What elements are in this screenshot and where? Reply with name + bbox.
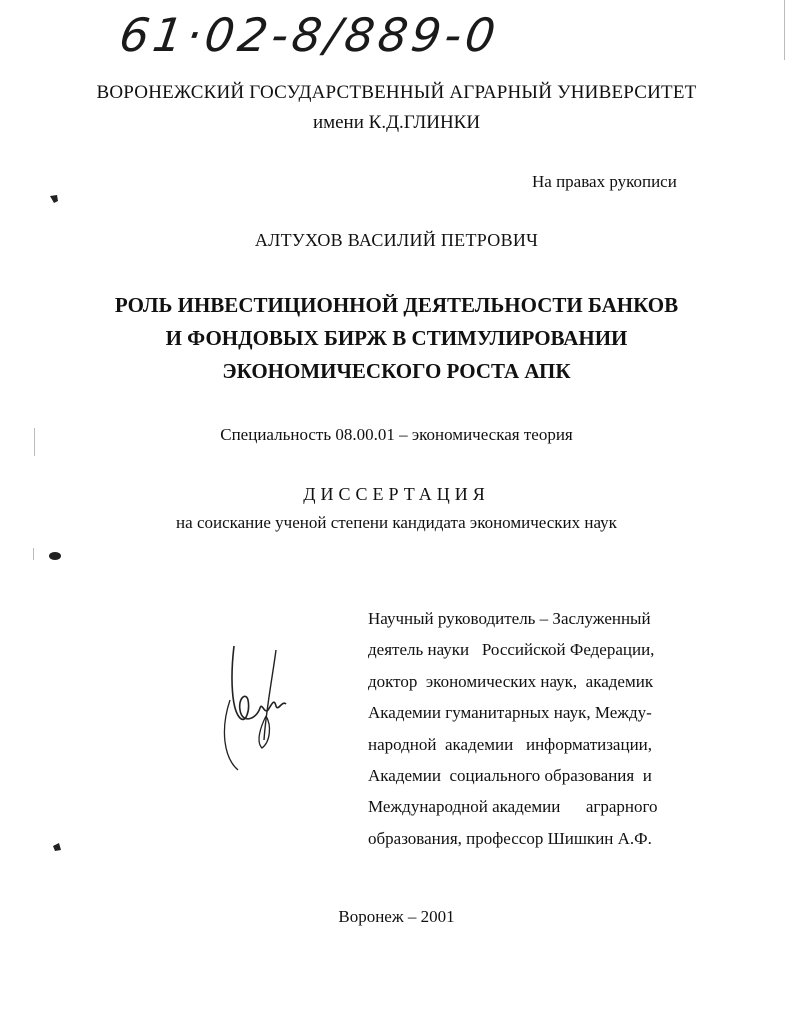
advisor-line: доктор экономических наук, академик	[368, 671, 654, 691]
advisor-line: деятель науки Российской Федерации,	[368, 640, 655, 660]
document-type: ДИССЕРТАЦИЯ	[303, 484, 490, 504]
advisor-line: Научный руководитель – Заслуженный	[368, 609, 651, 628]
scan-edge-line	[784, 0, 785, 60]
scan-edge-line	[34, 428, 35, 456]
degree-statement: на соискание ученой степени кандидата экономических наук	[176, 513, 617, 532]
city-year: Воронеж – 2001	[338, 907, 455, 926]
handwritten-catalog-number: 61·02-8/889-0	[116, 8, 503, 62]
specialty: Специальность 08.00.01 – экономическая теория	[220, 425, 573, 444]
advisor-line: народной академии информатизации,	[368, 734, 653, 754]
scientific-advisor	[368, 603, 678, 854]
title-line: И ФОНДОВЫХ БИРЖ В СТИМУЛИРОВАНИИ	[165, 326, 628, 350]
margin-mark-icon	[48, 551, 62, 561]
manuscript-rights-note: На правах рукописи	[532, 172, 677, 191]
title-line: РОЛЬ ИНВЕСТИЦИОННОЙ ДЕЯТЕЛЬНОСТИ БАНКОВ	[114, 293, 679, 317]
advisor-line: Академии гуманитарных наук, Между-	[368, 703, 652, 723]
title-line: ЭКОНОМИЧЕСКОГО РОСТА АПК	[222, 359, 571, 383]
scan-edge-line	[33, 548, 34, 560]
margin-mark-icon	[52, 842, 62, 852]
advisor-line: Академии социального образования и	[368, 766, 652, 786]
university-name: ВОРОНЕЖСКИЙ ГОСУДАРСТВЕННЫЙ АГРАРНЫЙ УНИВЕРСИТЕТ	[96, 82, 697, 103]
university-named-after: имени К.Д.ГЛИНКИ	[312, 112, 481, 133]
margin-mark-icon	[48, 193, 60, 205]
signature-icon	[212, 640, 302, 780]
advisor-line: образования, профессор Шишкин А.Ф.	[368, 828, 652, 848]
author-name: АЛТУХОВ ВАСИЛИЙ ПЕТРОВИЧ	[254, 230, 539, 250]
advisor-line: Международной академии аграрного	[368, 797, 658, 817]
dissertation-title	[0, 289, 793, 388]
